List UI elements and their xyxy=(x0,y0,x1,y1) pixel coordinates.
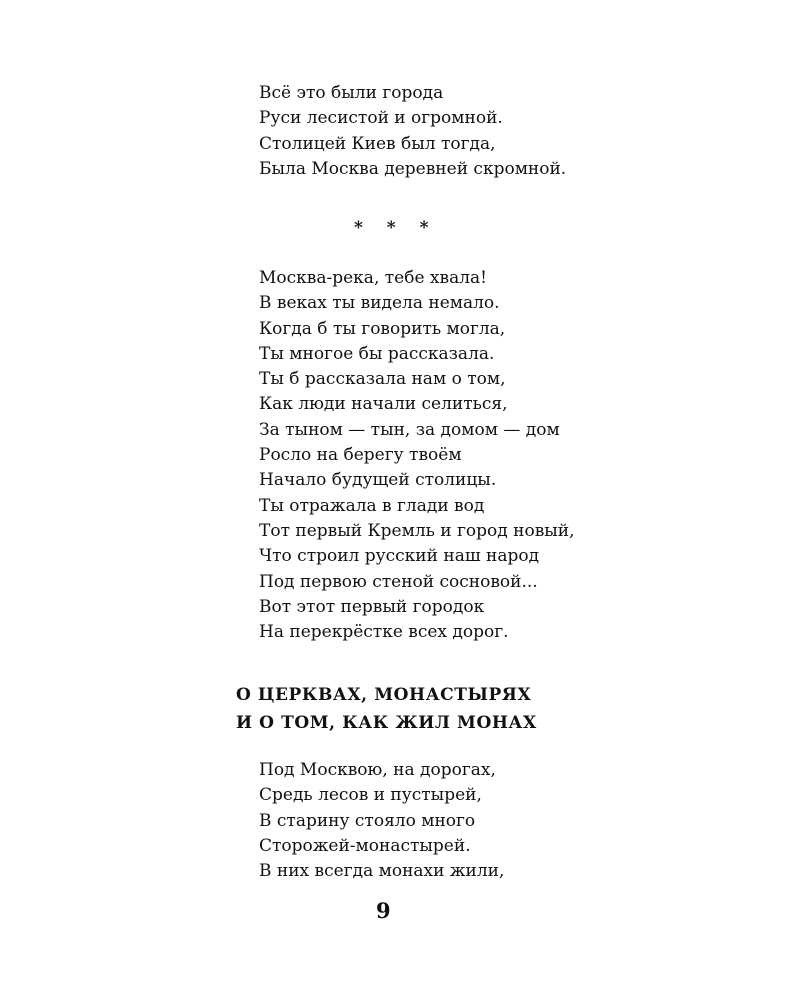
poem-line: Тот первый Кремль и город новый, xyxy=(259,520,575,541)
section-heading-line-1: О ЦЕРКВАХ, МОНАСТЫРЯХ xyxy=(236,685,532,705)
page-number: 9 xyxy=(376,898,391,923)
poem-line: Что строил русский наш народ xyxy=(259,546,540,567)
poem-line: В веках ты видела немало. xyxy=(259,293,500,314)
poem-line: Сторожей-монастырей. xyxy=(259,835,471,856)
poem-line: Начало будущей столицы. xyxy=(259,470,497,491)
section-heading-line-2: И О ТОМ, КАК ЖИЛ МОНАХ xyxy=(236,713,537,733)
poem-line: Под первою стеной сосновой... xyxy=(259,571,538,592)
poem-line: Москва-река, тебе хвала! xyxy=(259,268,487,288)
section-heading xyxy=(236,681,537,737)
poem-line: В них всегда монахи жили, xyxy=(259,861,505,882)
stanza-1 xyxy=(259,81,566,182)
stanza-separator: * * * xyxy=(354,218,438,238)
poem-line: Средь лесов и пустырей, xyxy=(259,785,482,806)
poem-line: Под Москвою, на дорогах, xyxy=(259,760,496,780)
poem-line: Ты б рассказала нам о том, xyxy=(259,369,506,390)
stanza-3 xyxy=(259,758,504,884)
poem-line: Руси лесистой и огромной. xyxy=(259,108,503,129)
poem-line: Когда б ты говорить могла, xyxy=(259,318,506,339)
poem-line: В старину стояло много xyxy=(259,810,476,831)
poem-line: Столицей Киев был тогда, xyxy=(259,133,496,154)
poem-line: Росло на берегу твоём xyxy=(259,445,462,466)
poem-line: На перекрёстке всех дорог. xyxy=(259,622,509,643)
stanza-2 xyxy=(259,266,575,645)
poem-line: Ты многое бы рассказала. xyxy=(259,343,495,364)
poem-line: За тыном — тын, за домом — дом xyxy=(259,419,560,440)
poem-line: Была Москва деревней скромной. xyxy=(259,158,567,179)
poem-line: Ты отражала в глади вод xyxy=(259,495,485,516)
poem-line: Как люди начали селиться, xyxy=(259,394,508,415)
poem-line: Всё это были города xyxy=(259,83,444,103)
poem-line: Вот этот первый городок xyxy=(259,596,485,617)
